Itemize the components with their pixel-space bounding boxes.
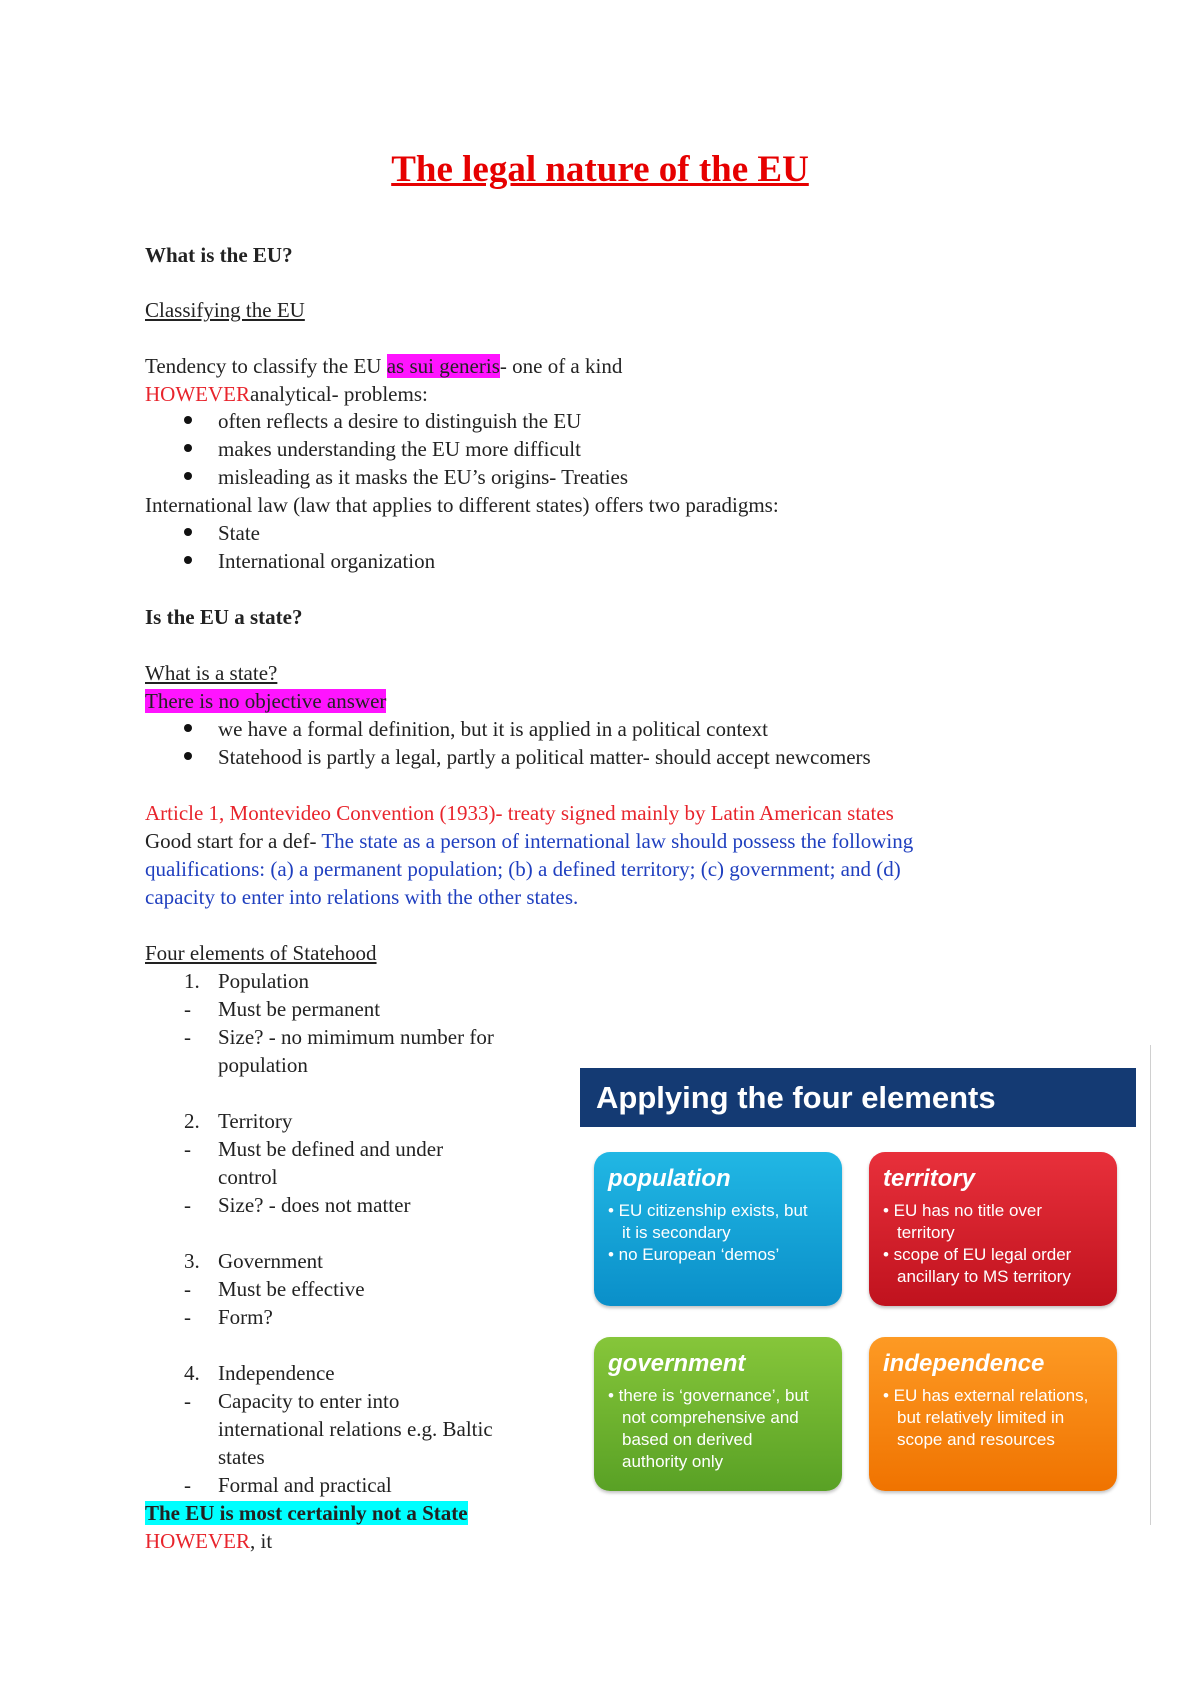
heading-what-is-eu: What is the EU? — [145, 243, 293, 267]
card-line: it is secondary — [622, 1223, 731, 1242]
highlight-conclusion: The EU is most certainly not a State — [145, 1501, 468, 1525]
list-item: Form? — [218, 1305, 273, 1329]
paragraph-final — [145, 1527, 272, 1555]
card-title: government — [608, 1350, 746, 1377]
card-title: territory — [883, 1165, 976, 1192]
dash: - — [184, 1305, 191, 1329]
card-line: based on derived — [622, 1430, 753, 1449]
card-government — [594, 1337, 842, 1491]
subheading-what-is-state: What is a state? — [145, 661, 278, 685]
text: Tendency to classify the EU — [145, 354, 387, 378]
list-item: Must be permanent — [218, 997, 381, 1021]
dash: - — [184, 1277, 191, 1301]
card-line: authority only — [622, 1452, 724, 1471]
list-item: International organization — [218, 549, 436, 573]
card-line: • EU citizenship exists, but — [608, 1201, 808, 1220]
element-population: Population — [218, 969, 310, 993]
list-item: control — [218, 1165, 278, 1189]
list-number: 2. — [184, 1109, 200, 1133]
list-item: makes understanding the EU more difficult — [218, 437, 581, 461]
figure-border — [1150, 1045, 1151, 1525]
paragraph-international-law: International law (law that applies to different states) offers two paradigms: — [145, 493, 779, 517]
bullet-icon — [184, 472, 192, 480]
highlight-text: There is no objective answer — [145, 689, 387, 713]
list-item: international relations e.g. Baltic — [218, 1417, 493, 1441]
however-red: HOWEVER — [145, 382, 250, 406]
list-item: Statehood is partly a legal, partly a political matter- should accept newcomers — [218, 745, 871, 769]
heading-is-eu-state: Is the EU a state? — [145, 605, 303, 629]
card-line: ancillary to MS territory — [897, 1267, 1071, 1286]
text: Good start for a def- — [145, 829, 322, 853]
list-number: 1. — [184, 969, 200, 993]
card-title: independence — [883, 1350, 1045, 1377]
card-territory — [869, 1152, 1117, 1306]
element-territory: Territory — [218, 1109, 293, 1133]
card-line: • EU has external relations, — [883, 1386, 1089, 1405]
conclusion-line — [145, 1499, 468, 1527]
definition-line-3: capacity to enter into relations with the other states. — [145, 885, 579, 909]
list-number: 4. — [184, 1361, 200, 1385]
list-number: 3. — [184, 1249, 200, 1273]
page-title: The legal nature of the EU — [391, 149, 809, 190]
list-item: population — [218, 1053, 308, 1077]
card-line: • EU has no title over — [883, 1201, 1043, 1220]
montevideo-article: Article 1, Montevideo Convention (1933)- treaty signed mainly by Latin American states — [145, 801, 894, 825]
element-independence: Independence — [218, 1361, 335, 1385]
list-item: Formal and practical — [218, 1473, 392, 1497]
definition-line-1 — [145, 827, 913, 855]
dash: - — [184, 997, 191, 1021]
text: analytical- problems: — [249, 382, 428, 406]
bullet-icon — [184, 416, 192, 424]
bullet-icon — [184, 556, 192, 564]
dash: - — [184, 1193, 191, 1217]
card-line: scope and resources — [897, 1430, 1055, 1449]
however-red: HOWEVER — [145, 1529, 250, 1553]
list-item: Size? - no mimimum number for — [218, 1025, 494, 1049]
card-independence — [869, 1337, 1117, 1491]
bullet-icon — [184, 444, 192, 452]
list-item: misleading as it masks the EU’s origins- Treaties — [218, 465, 629, 489]
bullet-icon — [184, 752, 192, 760]
definition-quote: The state as a person of international law should possess the following — [321, 829, 914, 853]
list-item: Size? - does not matter — [218, 1193, 411, 1217]
figure-heading: Applying the four elements — [580, 1068, 1136, 1127]
dash: - — [184, 1389, 191, 1413]
subheading-classifying: Classifying the EU — [145, 298, 305, 322]
list-item: often reflects a desire to distinguish the EU — [218, 409, 582, 433]
card-line: • there is ‘governance’, but — [608, 1386, 809, 1405]
element-government: Government — [218, 1249, 323, 1273]
subheading-four-elements: Four elements of Statehood — [145, 941, 377, 965]
highlight-sui-generis: as sui generis — [386, 354, 500, 378]
bullet-icon — [184, 528, 192, 536]
card-population — [594, 1152, 842, 1306]
list-item: Capacity to enter into — [218, 1389, 400, 1413]
list-item: State — [218, 521, 260, 545]
list-item: we have a formal definition, but it is applied in a political context — [218, 717, 768, 741]
card-line: not comprehensive and — [622, 1408, 799, 1427]
bullet-icon — [184, 724, 192, 732]
card-title: population — [608, 1165, 731, 1192]
list-item: states — [218, 1445, 265, 1469]
text: , it — [249, 1529, 273, 1553]
paragraph-sui-generis — [145, 352, 622, 380]
text: - one of a kind — [499, 354, 623, 378]
paragraph-however — [145, 380, 428, 408]
highlight-no-objective-answer — [145, 687, 386, 715]
list-item: Must be defined and under — [218, 1137, 444, 1161]
card-line: territory — [897, 1223, 955, 1242]
dash: - — [184, 1025, 191, 1049]
dash: - — [184, 1137, 191, 1161]
card-line: but relatively limited in — [897, 1408, 1065, 1427]
card-line: • no European ‘demos’ — [608, 1245, 780, 1264]
card-line: • scope of EU legal order — [883, 1245, 1072, 1264]
definition-line-2: qualifications: (a) a permanent population; (b) a defined territory; (c) government; and (d) — [145, 857, 901, 881]
dash: - — [184, 1473, 191, 1497]
list-item: Must be effective — [218, 1277, 365, 1301]
